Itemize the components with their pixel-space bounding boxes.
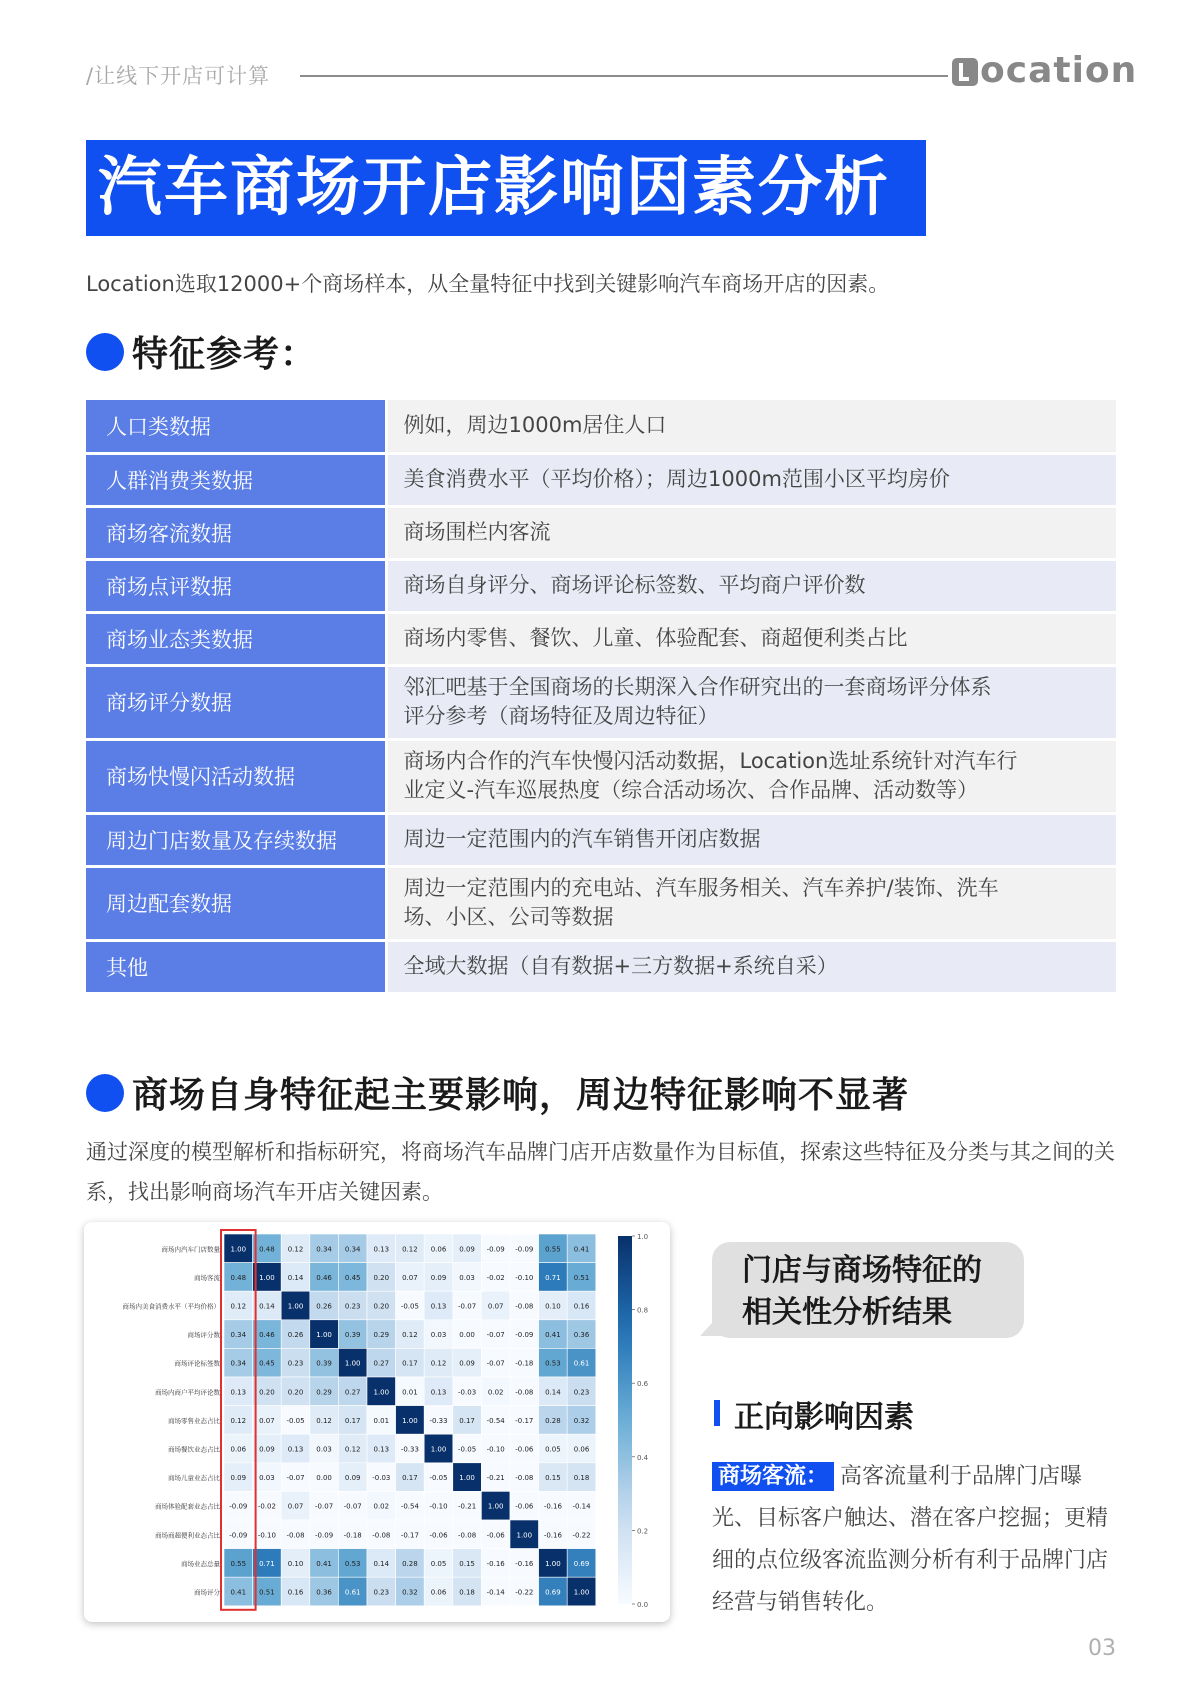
heatmap-value-label: 0.07 [287,1502,304,1511]
heatmap-value-label: 0.17 [459,1416,475,1425]
feature-row [86,453,1116,506]
feature-row [86,813,1116,866]
heatmap-value-label: 0.29 [316,1388,332,1397]
positive-description [712,1456,1124,1624]
tagline: /让线下开店可计算 [86,64,271,88]
feature-value [386,739,1116,813]
heatmap-value-label: 0.09 [230,1474,247,1483]
feature-value-line: 周边一定范围内的汽车销售开闭店数据 [403,827,761,851]
intro-text: Location选取12000+个商场样本，从全量特征中找到关键影响汽车商场开店的因素。 [86,272,890,296]
heatmap-value-label: -0.08 [458,1531,477,1540]
bubble-text [742,1250,982,1334]
heatmap-value-label: -0.10 [515,1273,534,1282]
feature-value [386,866,1116,940]
heatmap-value-label: 0.18 [459,1588,475,1597]
heatmap-value-label: -0.54 [400,1502,419,1511]
heatmap-row-label: 商场内商户平均评论数 [155,1388,220,1397]
heatmap-value-label: -0.10 [257,1531,276,1540]
heatmap-value-label: -0.08 [515,1388,534,1397]
heatmap-value-label: 1.00 [459,1474,475,1483]
feature-value-line: 商场内零售、餐饮、儿童、体验配套、商超便利类占比 [403,626,908,650]
feature-value-line: 全域大数据（自有数据+三方数据+系统自采） [403,954,838,978]
heatmap-value-label: -0.09 [229,1531,248,1540]
heatmap-value-label: 1.00 [516,1531,533,1540]
feature-value [386,559,1116,612]
heatmap-value-label: 0.12 [344,1445,361,1454]
feature-key: 周边配套数据 [86,866,386,940]
heatmap-value-label: -0.22 [515,1588,534,1597]
heatmap-value-label: 1.00 [573,1588,590,1597]
feature-key: 商场业态类数据 [86,612,386,665]
heatmap-value-label: -0.33 [400,1445,419,1454]
colorbar [618,1236,632,1604]
heatmap-value-label: 0.51 [573,1273,590,1282]
heatmap-value-label: -0.09 [229,1502,248,1511]
feature-key: 人口类数据 [86,400,386,453]
heatmap-value-label: 0.26 [287,1331,304,1340]
heatmap-row-label: 商场内美食消费水平（平均价格） [122,1302,220,1311]
heatmap-value-label: -0.03 [458,1388,477,1397]
heatmap-value-label: -0.16 [543,1502,562,1511]
heatmap-value-label: 0.05 [545,1445,561,1454]
heatmap-value-label: 0.41 [230,1588,247,1597]
header-divider [300,75,948,77]
section2-body: 通过深度的模型解析和指标研究，将商场汽车品牌门店开店数量作为目标值，探索这些特征及分类与其之间的关系，找出影响商场汽车开店关键因素。 [86,1140,1115,1204]
feature-value-line: 邻汇吧基于全国商场的长期深入合作研究出的一套商场评分体系 [403,675,992,699]
bubble-line2: 相关性分析结果 [742,1295,952,1330]
heatmap-value-label: 0.12 [402,1331,418,1340]
bubble-line1: 门店与商场特征的 [742,1253,982,1288]
feature-value [386,612,1116,665]
heatmap-value-label: 0.17 [402,1474,418,1483]
colorbar-tick-label: 0.6 [637,1380,649,1389]
heatmap-value-label: 0.14 [259,1302,275,1311]
heatmap-value-label: -0.03 [372,1474,391,1483]
heatmap-value-label: 1.00 [373,1388,390,1397]
heatmap-value-label: -0.54 [486,1416,505,1425]
heatmap-value-label: 0.02 [487,1388,504,1397]
heatmap-value-label: 0.26 [316,1302,332,1311]
feature-key: 商场快慢闪活动数据 [86,739,386,813]
heatmap-value-label: -0.02 [486,1273,505,1282]
heatmap-value-label: 0.00 [459,1331,475,1340]
feature-value [386,400,1116,453]
heatmap-value-label: 0.14 [287,1273,304,1282]
heatmap-value-label: 0.00 [316,1474,332,1483]
heatmap-value-label: 0.14 [373,1559,390,1568]
heatmap-value-label: -0.07 [486,1359,505,1368]
heatmap-value-label: 0.69 [573,1559,590,1568]
colorbar-tick-label: 0.2 [637,1527,649,1536]
heatmap-value-label: 0.34 [344,1245,361,1254]
heatmap-value-label: 0.17 [344,1416,361,1425]
heatmap-value-label: -0.05 [400,1302,419,1311]
heatmap-value-label: -0.07 [343,1502,362,1511]
heatmap-value-label: 0.09 [459,1359,475,1368]
heatmap-value-label: 0.14 [545,1388,561,1397]
heatmap-value-label: 0.20 [373,1302,390,1311]
heatmap-value-label: 0.03 [430,1331,447,1340]
heatmap-value-label: 0.06 [430,1245,447,1254]
heatmap-value-label: -0.08 [372,1531,391,1540]
heatmap-value-label: 0.71 [259,1559,275,1568]
heatmap-value-label: 0.23 [373,1588,390,1597]
heatmap-value-label: 0.71 [545,1273,561,1282]
feature-value-line: 商场自身评分、商场评论标签数、平均商户评价数 [403,573,866,597]
feature-key: 人群消费类数据 [86,453,386,506]
heatmap-value-label: 0.13 [230,1388,247,1397]
heatmap-value-label: 0.02 [373,1502,390,1511]
feature-value [386,940,1116,993]
feature-row [86,940,1116,993]
heatmap-value-label: -0.06 [515,1445,534,1454]
heatmap-value-label: 0.12 [230,1302,247,1311]
heatmap-value-label: -0.14 [572,1502,591,1511]
feature-row [86,559,1116,612]
heatmap-value-label: 0.55 [545,1245,561,1254]
feature-value-line: 业定义-汽车巡展热度（综合活动场次、合作品牌、活动数等） [403,778,979,802]
feature-key: 商场点评数据 [86,559,386,612]
heatmap-value-label: -0.21 [458,1502,477,1511]
heatmap-value-label: 0.48 [259,1245,275,1254]
heatmap-value-label: -0.08 [286,1531,305,1540]
heatmap-value-label: -0.07 [286,1474,305,1483]
heatmap-value-label: -0.09 [515,1331,534,1340]
heatmap-value-label: -0.07 [486,1331,505,1340]
heatmap-value-label: 0.36 [316,1588,332,1597]
heatmap-value-label: 1.00 [230,1245,247,1254]
heatmap-value-label: 0.13 [373,1245,390,1254]
heatmap-value-label: -0.09 [486,1245,505,1254]
heatmap-row-label: 商场评分 [194,1588,220,1597]
heatmap-value-label: 0.46 [316,1273,332,1282]
heatmap-value-label: 0.16 [573,1302,590,1311]
heatmap-value-label: 0.32 [402,1588,418,1597]
heatmap-value-label: 0.13 [430,1388,447,1397]
heatmap-value-label: -0.17 [400,1531,419,1540]
heatmap-value-label: 1.00 [402,1416,418,1425]
feature-row [86,665,1116,739]
heatmap-value-label: 0.01 [373,1416,390,1425]
feature-key: 周边门店数量及存续数据 [86,813,386,866]
heatmap-value-label: -0.06 [429,1531,448,1540]
heatmap-value-label: -0.16 [486,1559,505,1568]
heatmap-card [84,1222,670,1622]
heatmap-row-label: 商场体验配套业态占比 [155,1502,220,1511]
colorbar-tick-label: 0.8 [637,1306,649,1315]
heatmap-value-label: 0.13 [373,1445,390,1454]
heatmap-value-label: 0.17 [402,1359,418,1368]
heatmap-value-label: 0.45 [344,1273,361,1282]
heatmap-value-label: 0.03 [459,1273,475,1282]
heatmap-value-label: 0.09 [259,1445,275,1454]
heatmap-value-label: -0.21 [486,1474,505,1483]
heatmap-row-label: 商场评论标签数 [174,1359,220,1368]
heatmap-value-label: 0.12 [287,1245,304,1254]
heatmap-value-label: 0.28 [402,1559,418,1568]
feature-value-line: 商场围栏内客流 [403,520,551,544]
heatmap-value-label: 1.00 [487,1502,504,1511]
heatmap-value-label: 0.61 [344,1588,361,1597]
feature-key: 商场评分数据 [86,665,386,739]
feature-value [386,813,1116,866]
heatmap-value-label: -0.18 [515,1359,534,1368]
heatmap-value-label: 1.00 [316,1331,332,1340]
heatmap-value-label: 0.23 [344,1302,361,1311]
feature-key: 商场客流数据 [86,506,386,559]
feature-value-line: 评分参考（商场特征及周边特征） [403,704,719,728]
heatmap-value-label: 0.18 [573,1474,590,1483]
heatmap-value-label: 0.12 [230,1416,247,1425]
heatmap-row-label: 商场评分数 [187,1331,220,1340]
heatmap-value-label: -0.05 [458,1445,477,1454]
heatmap-value-label: 0.23 [573,1388,590,1397]
page-number: 03 [1088,1636,1116,1661]
feature-key: 其他 [86,940,386,993]
feature-value-line: 商场内合作的汽车快慢闪活动数据，Location选址系统针对汽车行 [403,749,1018,773]
heatmap-value-label: 0.07 [259,1416,275,1425]
heatmap-value-label: 0.53 [344,1559,361,1568]
heatmap-value-label: 1.00 [259,1273,275,1282]
feature-value-line: 例如，周边1000m居住人口 [403,413,667,438]
heatmap-value-label: 0.46 [259,1331,275,1340]
heatmap-value-label: 0.51 [259,1588,275,1597]
heatmap-value-label: 0.01 [402,1388,418,1397]
heatmap-value-label: 0.41 [545,1331,561,1340]
heatmap-value-label: 0.28 [545,1416,561,1425]
heatmap-value-label: 0.03 [316,1445,332,1454]
heatmap-value-label: 0.34 [230,1359,247,1368]
heatmap-value-label: 0.09 [344,1474,361,1483]
heatmap-value-label: -0.14 [486,1588,505,1597]
heatmap-value-label: 0.15 [459,1559,475,1568]
section-bullet-icon [86,333,124,371]
section2-title: 商场自身特征起主要影响，周边特征影响不显著 [132,1075,910,1116]
section1-title: 特征参考： [132,334,318,375]
heatmap-value-label: 0.20 [287,1388,304,1397]
heatmap-value-label: -0.09 [315,1531,334,1540]
heatmap-value-label: 0.29 [373,1331,390,1340]
logo-text: ocation [980,50,1138,91]
heatmap-value-label: 1.00 [545,1559,561,1568]
feature-row [86,400,1116,453]
heatmap-value-label: 1.00 [430,1445,447,1454]
heatmap-value-label: 0.23 [287,1359,304,1368]
heatmap-value-label: -0.02 [257,1502,276,1511]
heatmap-value-label: 0.27 [344,1388,361,1397]
heatmap-value-label: 0.53 [545,1359,561,1368]
highlight-label: 商场客流： [712,1462,834,1491]
heatmap-value-label: 0.41 [573,1245,590,1254]
heatmap-row-label: 商场零售业态占比 [168,1416,220,1425]
heatmap-value-label: 0.06 [230,1445,247,1454]
feature-table [86,400,1116,995]
feature-row [86,612,1116,665]
heatmap-value-label: 0.34 [316,1245,332,1254]
feature-value-line: 美食消费水平（平均价格）；周边1000m范围小区平均房价 [403,467,950,491]
logo [952,50,1137,91]
logo-l-icon [952,58,978,86]
heatmap-value-label: -0.10 [486,1445,505,1454]
heatmap-value-label: 0.12 [316,1416,332,1425]
heatmap-row-label: 商场客流 [194,1273,220,1282]
heatmap-value-label: -0.05 [286,1416,305,1425]
heatmap-value-label: 0.32 [573,1416,590,1425]
heatmap-value-label: -0.18 [343,1531,362,1540]
heatmap-value-label: 0.41 [316,1559,332,1568]
heatmap-value-label: 0.12 [430,1359,447,1368]
heatmap-value-label: 0.10 [287,1559,304,1568]
heatmap-value-label: 0.39 [316,1359,332,1368]
heatmap-value-label: 0.61 [573,1359,590,1368]
heatmap-value-label: 1.00 [344,1359,361,1368]
heatmap-value-label: 0.45 [259,1359,275,1368]
feature-row [86,506,1116,559]
heatmap-value-label: 0.69 [545,1588,561,1597]
heatmap-value-label: 0.06 [573,1445,590,1454]
page-title: 汽车商场开店影响因素分析 [98,151,890,225]
heatmap-value-label: -0.08 [515,1302,534,1311]
heatmap-value-label: 0.16 [287,1588,304,1597]
heatmap-value-label: 0.20 [259,1388,275,1397]
heatmap-value-label: 0.39 [344,1331,361,1340]
heatmap-value-label: -0.22 [572,1531,591,1540]
colorbar-tick-label: 1.0 [637,1233,649,1241]
feature-row [86,739,1116,813]
heatmap-value-label: 0.55 [230,1559,247,1568]
heatmap-value-label: 0.06 [430,1588,447,1597]
heatmap-value-label: 0.07 [487,1302,504,1311]
heatmap-value-label: 0.13 [430,1302,447,1311]
heatmap-value-label: 0.05 [430,1559,447,1568]
positive-title: 正向影响因素 [734,1400,914,1435]
colorbar-tick-label: 0.4 [637,1453,649,1462]
heatmap-row-label: 商场餐饮业态占比 [168,1445,220,1454]
heatmap-value-label: 0.09 [430,1273,447,1282]
heatmap-value-label: 0.09 [459,1245,475,1254]
heatmap-row-label: 商场儿童业态占比 [168,1474,220,1483]
heatmap-value-label: -0.07 [458,1302,477,1311]
heatmap-value-label: 0.03 [259,1474,275,1483]
heatmap-value-label: 0.48 [230,1273,247,1282]
heatmap-value-label: -0.16 [515,1559,534,1568]
heatmap-value-label: -0.17 [515,1416,534,1425]
feature-value-line: 周边一定范围内的充电站、汽车服务相关、汽车养护/装饰、洗车 [403,876,999,900]
colorbar-tick-label: 0.0 [637,1601,649,1609]
heatmap-value-label: 0.07 [402,1273,418,1282]
feature-value [386,665,1116,739]
heatmap-value-label: -0.06 [486,1531,505,1540]
heatmap-value-label: -0.05 [429,1474,448,1483]
heatmap-value-label: 0.12 [402,1245,418,1254]
heatmap-value-label: 0.36 [573,1331,590,1340]
heatmap-value-label: -0.07 [315,1502,334,1511]
heatmap-value-label: 0.27 [373,1359,390,1368]
heatmap-value-label: 0.10 [545,1302,561,1311]
heatmap-row-label: 商场内汽车门店数量 [161,1245,220,1254]
section-bullet-icon [86,1074,124,1112]
heatmap-row-label: 商场商超便利业态占比 [155,1531,220,1540]
heatmap-value-label: 0.20 [373,1273,390,1282]
heatmap-value-label: 0.13 [287,1445,304,1454]
heatmap-value-label: 0.15 [545,1474,561,1483]
heatmap-value-label: -0.08 [515,1474,534,1483]
heatmap-value-label: 0.34 [230,1331,247,1340]
heatmap-value-label: -0.16 [543,1531,562,1540]
feature-value-line: 场、小区、公司等数据 [403,905,614,929]
heatmap-value-label: 1.00 [287,1302,304,1311]
positive-text: 高客流量利于品牌门店曝光、目标客户触达、潜在客户挖掘；更精细的点位级客流监测分析有利于品牌门店经营与销售转化。 [712,1464,1109,1615]
feature-value [386,506,1116,559]
heatmap-value-label: -0.33 [429,1416,448,1425]
feature-row [86,866,1116,940]
heatmap-value-label: -0.06 [515,1502,534,1511]
heatmap-value-label: -0.10 [429,1502,448,1511]
heatmap-row-label: 商场业态总量 [181,1559,220,1568]
heatmap-value-label: -0.09 [515,1245,534,1254]
feature-value [386,453,1116,506]
positive-marker-icon [714,1400,720,1426]
correlation-heatmap [84,1222,670,1622]
